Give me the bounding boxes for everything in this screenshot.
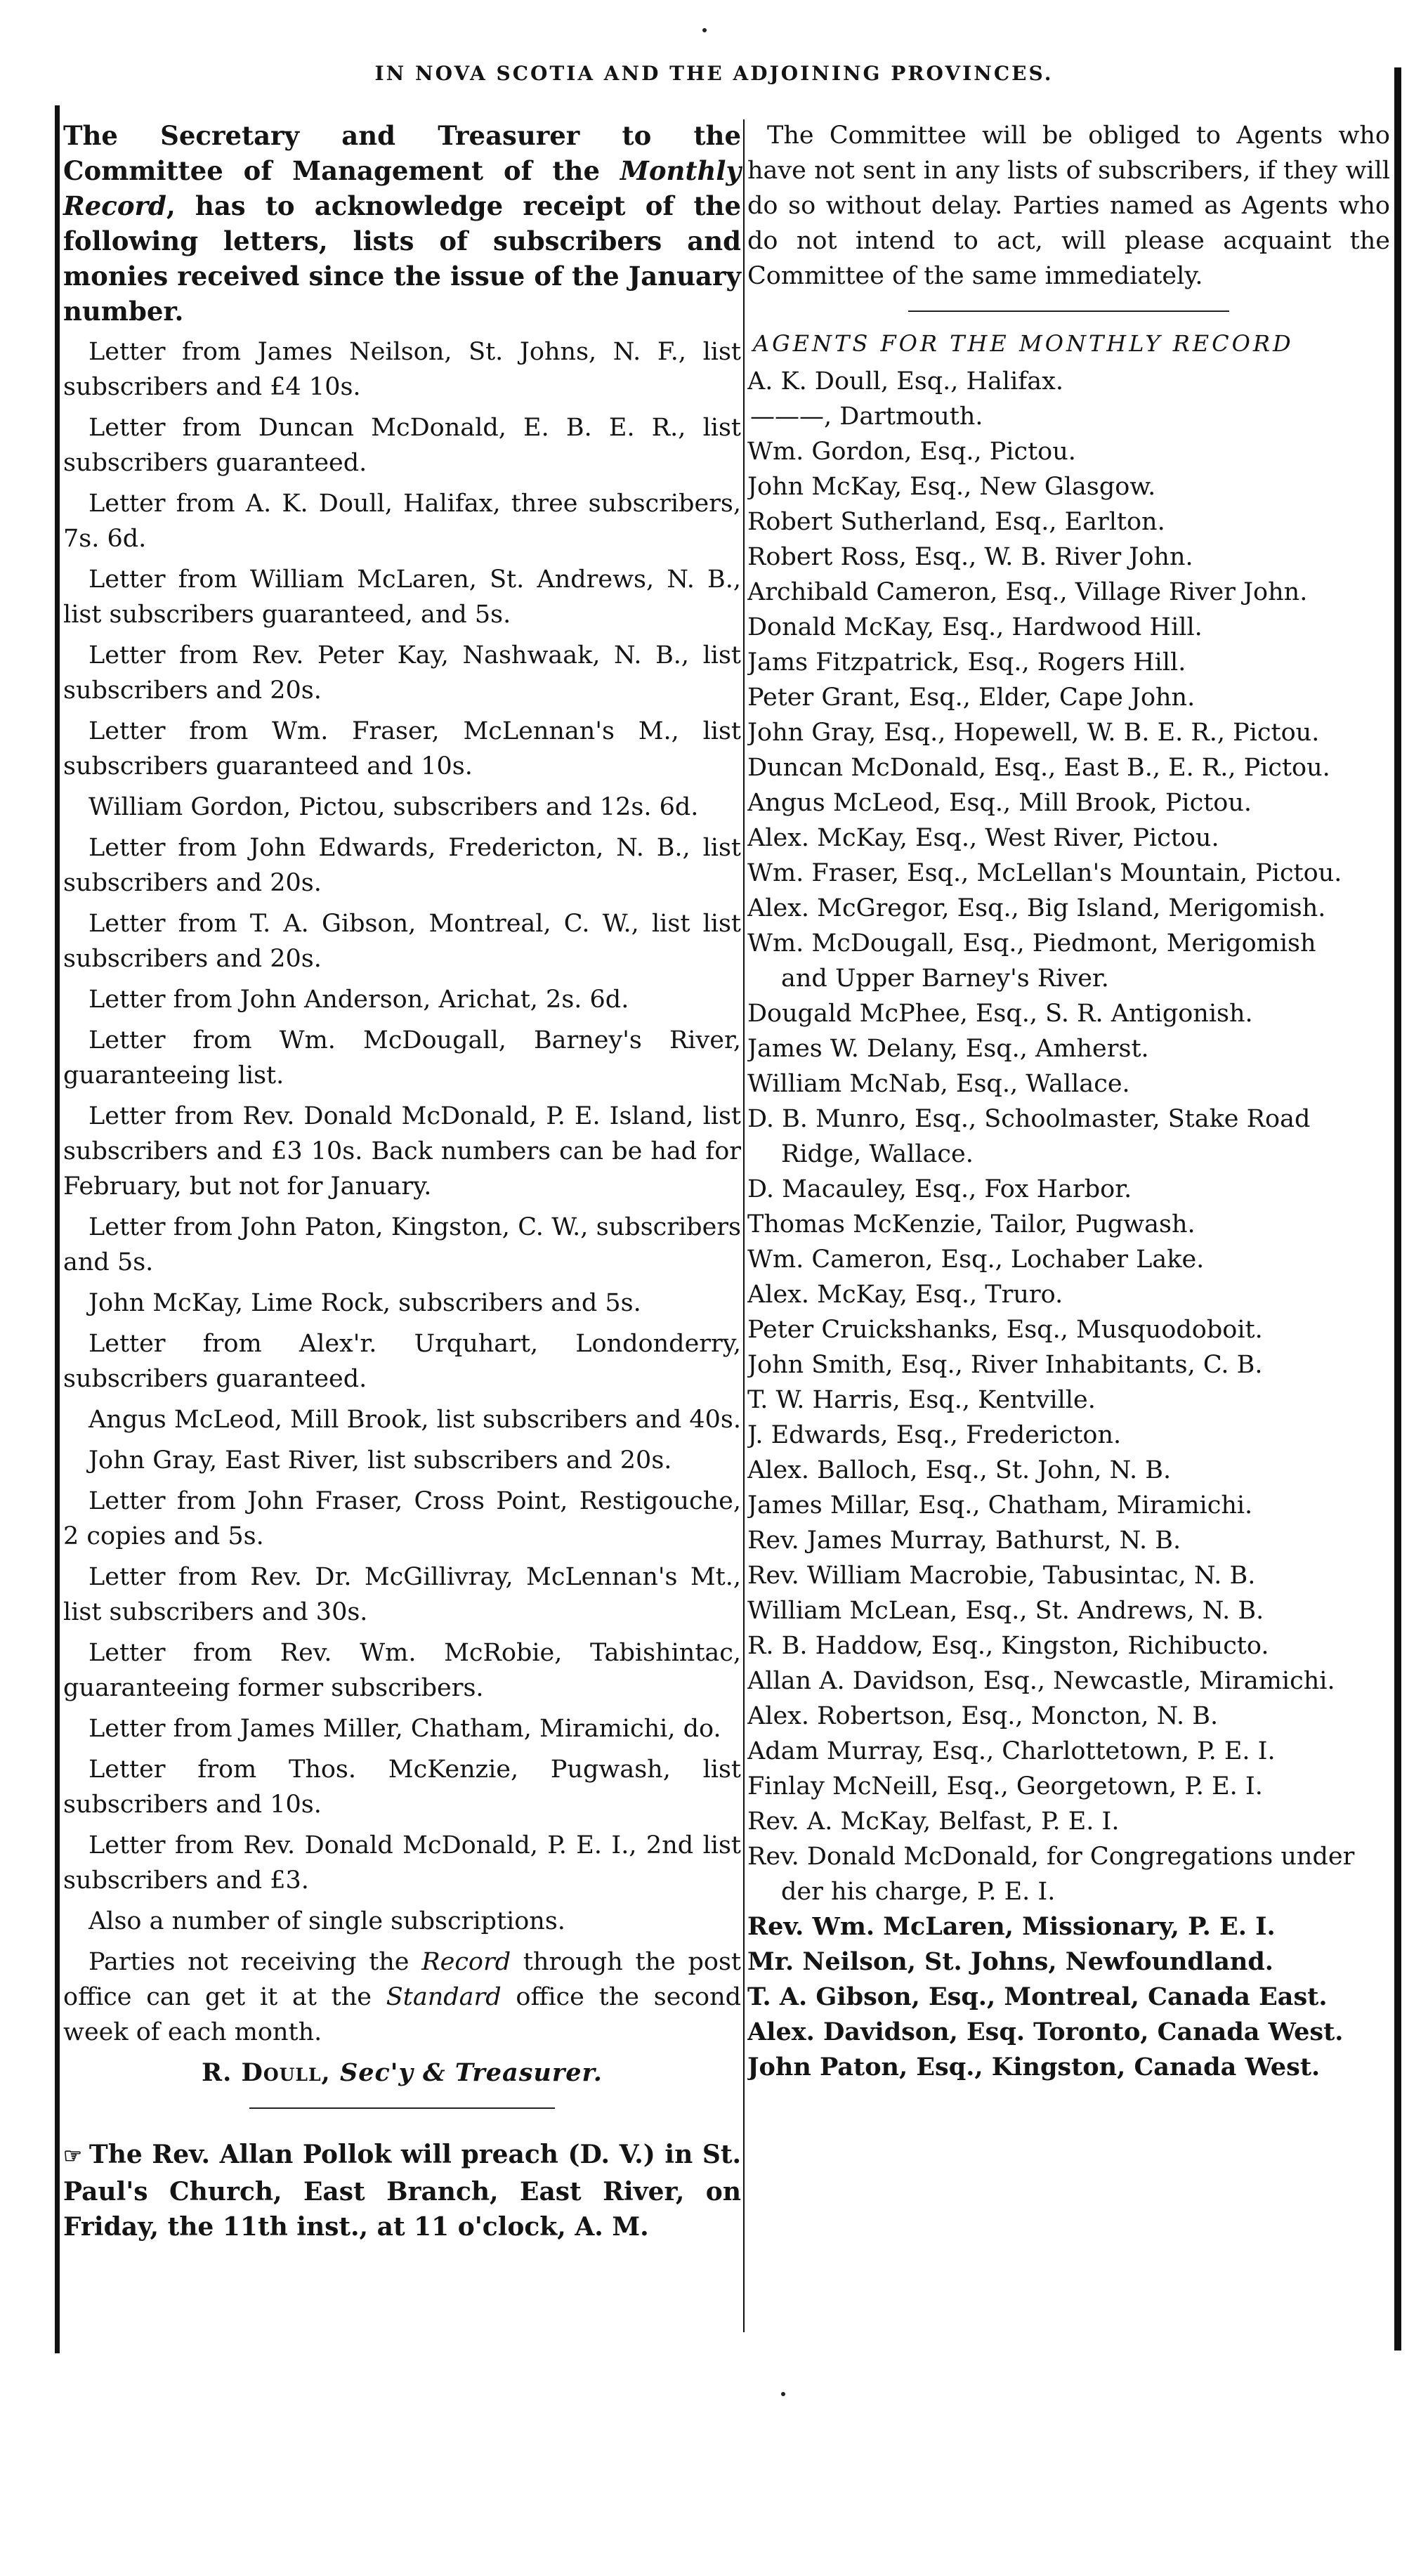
agent-entry: Allan A. Davidson, Esq., Newcastle, Miramichi. — [747, 1667, 1335, 1695]
agent-entry: Alex. Balloch, Esq., St. John, N. B. — [747, 1456, 1172, 1484]
agent-entry: John McKay, Esq., New Glasgow. — [747, 473, 1156, 501]
agent-entry: Rev. William Macrobie, Tabusintac, N. B. — [747, 1562, 1256, 1590]
agent-entry: John Paton, Esq., Kingston, Canada West. — [747, 2053, 1321, 2081]
agents-notice: The Committee will be obliged to Agents who have not sent in any lists of subscribers, if they will do so without delay. Parties named as Agents who do not intend to act, will please acquaint the Committee of the same immediately. — [747, 122, 1390, 290]
agent-entry: Donald McKay, Esq., Hardwood Hill. — [747, 613, 1203, 641]
agent-entry: Alex. McKay, Esq., West River, Pictou. — [747, 824, 1219, 852]
agents-heading: AGENTS FOR THE MONTHLY RECORD — [753, 330, 1294, 357]
agent-entry: Rev. A. McKay, Belfast, P. E. I. — [747, 1807, 1120, 1836]
agent-entry-continued: der his charge, P. E. I. — [781, 1878, 1056, 1906]
right-column — [747, 118, 1390, 2085]
agent-entry: Alex. Robertson, Esq., Moncton, N. B. — [747, 1702, 1219, 1730]
agent-entry: D. Macauley, Esq., Fox Harbor. — [747, 1175, 1132, 1203]
agent-entry: Rev. James Murray, Bathurst, N. B. — [747, 1526, 1181, 1555]
letter-entry: Letter from John Edwards, Fredericton, N. B., list subscribers and 20s. — [63, 834, 741, 897]
agent-entry: William McLean, Esq., St. Andrews, N. B. — [747, 1597, 1264, 1625]
agent-entry: Wm. Fraser, Esq., McLellan's Mountain, Pictou. — [747, 859, 1342, 887]
agent-entry: James W. Delany, Esq., Amherst. — [747, 1035, 1149, 1063]
letter-entry: John Gray, East River, list subscribers and 20s. — [89, 1446, 672, 1475]
agent-entry: J. Edwards, Esq., Fredericton. — [747, 1421, 1122, 1449]
agent-entry: Finlay McNeill, Esq., Georgetown, P. E. I. — [747, 1772, 1263, 1800]
letter-entry: Letter from A. K. Doull, Halifax, three subscribers, 7s. 6d. — [63, 490, 741, 553]
agent-entry: Alex. McKay, Esq., Truro. — [747, 1281, 1063, 1309]
letter-entry: Letter from John Fraser, Cross Point, Restigouche, 2 copies and 5s. — [63, 1487, 741, 1550]
letter-entry: Letter from John Paton, Kingston, C. W., subscribers and 5s. — [63, 1213, 741, 1276]
letter-entry: Letter from Rev. Peter Kay, Nashwaak, N. B., list subscribers and 20s. — [63, 641, 741, 705]
left-margin-rule — [55, 105, 60, 2353]
agent-entry: Robert Sutherland, Esq., Earlton. — [747, 508, 1165, 536]
letter-entry: Letter from Rev. Dr. McGillivray, McLennan's Mt., list subscribers and 30s. — [63, 1563, 741, 1626]
page-header: IN NOVA SCOTIA AND THE ADJOINING PROVINCES. — [374, 62, 1054, 85]
left-column — [63, 118, 741, 2244]
agent-entry: D. B. Munro, Esq., Schoolmaster, Stake Road — [747, 1105, 1311, 1133]
agent-entry: Wm. McDougall, Esq., Piedmont, Merigomish — [747, 929, 1316, 957]
speck-top — [702, 28, 707, 32]
letter-entry: Letter from John Anderson, Arichat, 2s. 6d. — [89, 986, 629, 1014]
agent-entry-continued: and Upper Barney's River. — [781, 965, 1109, 993]
record-availability-note: Parties not receiving the Record through the post office can get it at the Standard office the second week of each month. — [63, 1948, 742, 2046]
agent-entry: Mr. Neilson, St. Johns, Newfoundland. — [747, 1947, 1273, 1976]
agent-entry: William McNab, Esq., Wallace. — [747, 1070, 1130, 1098]
agent-entry: James Millar, Esq., Chatham, Miramichi. — [747, 1491, 1253, 1519]
agent-entry: Jams Fitzpatrick, Esq., Rogers Hill. — [747, 648, 1186, 676]
letter-entry: John McKay, Lime Rock, subscribers and 5s. — [89, 1289, 641, 1317]
right-margin-rule — [1394, 67, 1401, 2351]
letter-entry: Letter from Rev. Donald McDonald, P. E. Island, list subscribers and £3 10s. Back numbers can be had for February, but not for January. — [63, 1102, 741, 1201]
agent-entry: Peter Grant, Esq., Elder, Cape John. — [747, 684, 1196, 712]
pointing-hand-icon: ☞ — [63, 2144, 82, 2169]
agent-entry: ———, Dartmouth. — [750, 403, 983, 431]
letter-entry: Letter from Rev. Donald McDonald, P. E. I., 2nd list subscribers and £3. — [63, 1831, 741, 1895]
publication-title: Monthly Record — [63, 155, 741, 221]
agent-entry: T. A. Gibson, Esq., Montreal, Canada East. — [747, 1982, 1328, 2011]
letter-entry: Letter from Duncan McDonald, E. B. E. R., list subscribers guaranteed. — [63, 414, 741, 477]
agent-entry: A. K. Doull, Esq., Halifax. — [747, 367, 1063, 395]
acknowledgement-intro: The Secretary and Treasurer to the Committee of Management of the Monthly Record, has to acknowledge receipt of the following letters, lists of subscribers and monies received since the issue of the January number. — [63, 120, 741, 327]
agent-entry: Alex. Davidson, Esq. Toronto, Canada West. — [747, 2018, 1344, 2046]
agent-entry: John Smith, Esq., River Inhabitants, C. B. — [747, 1351, 1263, 1379]
agent-entry: Dougald McPhee, Esq., S. R. Antigonish. — [747, 1000, 1253, 1028]
agent-entry: John Gray, Esq., Hopewell, W. B. E. R., Pictou. — [747, 719, 1320, 747]
letter-entry: Letter from James Miller, Chatham, Miramichi, do. — [89, 1715, 721, 1743]
letter-entry: Letter from Rev. Wm. McRobie, Tabishintac, guaranteeing former subscribers. — [63, 1639, 741, 1702]
letter-entry: Letter from James Neilson, St. Johns, N. F., list subscribers and £4 10s. — [63, 338, 741, 401]
agent-entry: Peter Cruickshanks, Esq., Musquodoboit. — [747, 1316, 1263, 1344]
letter-entry: William Gordon, Pictou, subscribers and 12s. 6d. — [89, 793, 699, 821]
column-divider — [743, 119, 745, 2332]
agent-entry: Adam Murray, Esq., Charlottetown, P. E. I. — [747, 1737, 1276, 1765]
letter-entry: Letter from Alex'r. Urquhart, Londonderry, subscribers guaranteed. — [63, 1330, 741, 1393]
speck-bottom — [781, 2392, 785, 2396]
agent-entry: Alex. McGregor, Esq., Big Island, Merigomish. — [747, 894, 1326, 922]
sermon-notice: ☞ The Rev. Allan Pollok will preach (D. V.) in St. Paul's Church, East Branch, East River, on Friday, the 11th inst., at 11 o'clock, A. M. — [63, 2140, 741, 2242]
section-divider — [249, 2107, 554, 2109]
agents-divider — [908, 310, 1230, 312]
letter-entry: Letter from Wm. McDougall, Barney's River, guaranteeing list. — [63, 1026, 741, 1090]
agent-entry: Rev. Donald McDonald, for Congregations under — [747, 1843, 1355, 1871]
agent-entry: Robert Ross, Esq., W. B. River John. — [747, 543, 1193, 571]
agent-entry: Rev. Wm. McLaren, Missionary, P. E. I. — [747, 1912, 1276, 1941]
letter-entry: Angus McLeod, Mill Brook, list subscribers and 40s. — [89, 1406, 742, 1434]
agent-entry: Archibald Cameron, Esq., Village River John. — [747, 578, 1308, 606]
letter-entry: Letter from William McLaren, St. Andrews, N. B., list subscribers guaranteed, and 5s. — [63, 565, 741, 629]
agent-entry: R. B. Haddow, Esq., Kingston, Richibucto. — [747, 1632, 1269, 1660]
agent-entry: T. W. Harris, Esq., Kentville. — [747, 1386, 1096, 1414]
agents-list — [747, 364, 1390, 2085]
agent-entry: Duncan McDonald, Esq., East B., E. R., Pictou. — [747, 754, 1330, 782]
agent-entry: Thomas McKenzie, Tailor, Pugwash. — [747, 1210, 1196, 1238]
signature: R. Doull, Sec'y & Treasurer. — [202, 2058, 603, 2087]
agent-entry: Angus McLeod, Esq., Mill Brook, Pictou. — [747, 789, 1252, 817]
letter-entry: Letter from Wm. Fraser, McLennan's M., list subscribers guaranteed and 10s. — [63, 717, 741, 780]
letter-entry: Letter from T. A. Gibson, Montreal, C. W., list list subscribers and 20s. — [63, 910, 741, 973]
letter-entry: Also a number of single subscriptions. — [89, 1907, 565, 1935]
letter-entry: Letter from Thos. McKenzie, Pugwash, list subscribers and 10s. — [63, 1756, 741, 1819]
agent-entry: Wm. Cameron, Esq., Lochaber Lake. — [747, 1245, 1205, 1274]
agent-entry-continued: Ridge, Wallace. — [781, 1140, 974, 1168]
agent-entry: Wm. Gordon, Esq., Pictou. — [747, 438, 1076, 466]
